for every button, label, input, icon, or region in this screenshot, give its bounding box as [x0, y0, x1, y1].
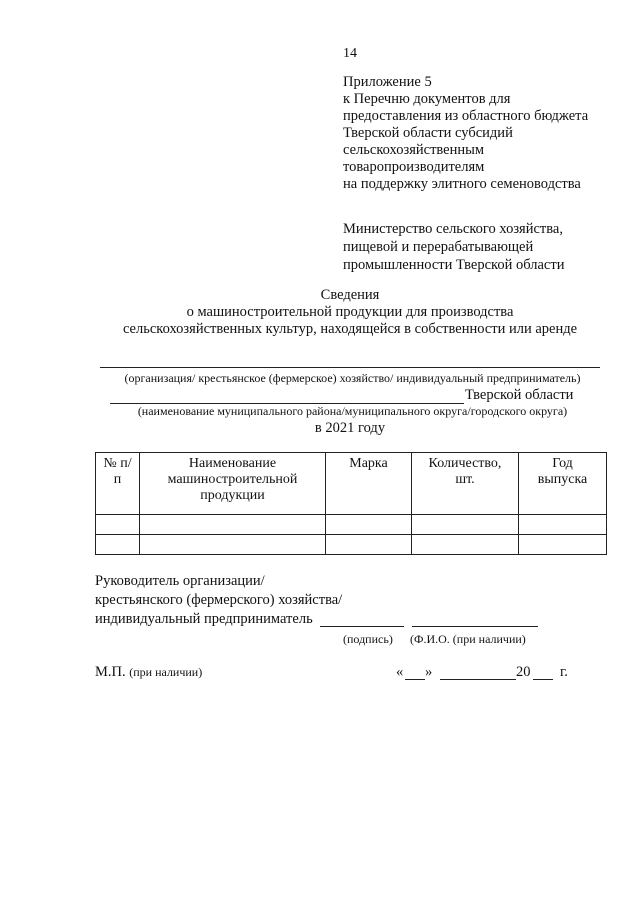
table-cell[interactable]: [140, 515, 326, 535]
recipient-line: промышленности Тверской области: [343, 257, 565, 273]
header-quantity: Количество, шт.: [412, 453, 519, 515]
recipient-block: [343, 220, 564, 274]
appendix-line: товаропроизводителям: [343, 159, 485, 175]
signature-block: [95, 572, 342, 629]
table-cell[interactable]: [326, 515, 412, 535]
appendix-title: Приложение 5: [343, 74, 432, 90]
date-day-blank: [405, 679, 425, 680]
date-close-quote: »: [425, 664, 433, 680]
org-blank-line: [100, 367, 600, 368]
region-suffix: Тверской области: [465, 387, 574, 403]
recipient-line: Министерство сельского хозяйства,: [343, 221, 563, 237]
signature-line: Руководитель организации/: [95, 573, 265, 589]
appendix-line: на поддержку элитного семеноводства: [343, 176, 581, 192]
year-line: в 2021 году: [314, 420, 386, 436]
heading-title: Сведения: [320, 287, 380, 303]
table-cell[interactable]: [519, 535, 607, 555]
table-cell[interactable]: [412, 515, 519, 535]
heading-line: о машиностроительной продукции для производства: [186, 304, 514, 320]
page-number: 14: [343, 46, 357, 61]
region-caption: (наименование муниципального района/муниципального округа/городского округа): [137, 404, 568, 418]
stamp-note: (при наличии): [129, 665, 203, 679]
equipment-table: [95, 452, 607, 555]
name-caption: (Ф.И.О. (при наличии): [410, 632, 526, 646]
table-row: [96, 515, 607, 535]
header-number: № п/п: [96, 453, 140, 515]
table-cell[interactable]: [96, 515, 140, 535]
stamp-line: [95, 664, 202, 681]
appendix-block: [343, 74, 588, 193]
heading-line: сельскохозяйственных культур, находящейся в собственности или аренде: [122, 321, 578, 337]
signature-line: крестьянского (фермерского) хозяйства/: [95, 592, 343, 608]
date-year-blank: [533, 679, 553, 680]
table-header-row: [96, 453, 607, 515]
table-cell[interactable]: [326, 535, 412, 555]
header-year: Год выпуска: [519, 453, 607, 515]
table-cell[interactable]: [140, 535, 326, 555]
header-brand: Марка: [326, 453, 412, 515]
header-product-name: Наименование машиностроительной продукции: [140, 453, 326, 515]
appendix-line: предоставления из областного бюджета: [343, 108, 589, 124]
date-year-prefix: 20: [516, 664, 531, 680]
date-year-suffix: г.: [560, 664, 568, 680]
table-cell[interactable]: [412, 535, 519, 555]
table-row: [96, 535, 607, 555]
signature-blank-line: [320, 626, 404, 627]
table-cell[interactable]: [519, 515, 607, 535]
recipient-line: пищевой и перерабатывающей: [343, 239, 534, 255]
appendix-line: Тверской области субсидий: [343, 125, 513, 141]
stamp-label: М.П.: [95, 664, 126, 680]
date-month-blank: [440, 679, 516, 680]
date-open-quote: «: [396, 664, 404, 680]
appendix-line: сельскохозяйственным: [343, 142, 485, 158]
signature-line: индивидуальный предприниматель: [95, 611, 313, 627]
signature-caption: (подпись): [343, 632, 393, 646]
name-blank-line: [412, 626, 538, 627]
table-cell[interactable]: [96, 535, 140, 555]
appendix-line: к Перечню документов для: [343, 91, 511, 107]
org-caption: (организация/ крестьянское (фермерское) хозяйство/ индивидуальный предприниматель): [124, 371, 581, 385]
